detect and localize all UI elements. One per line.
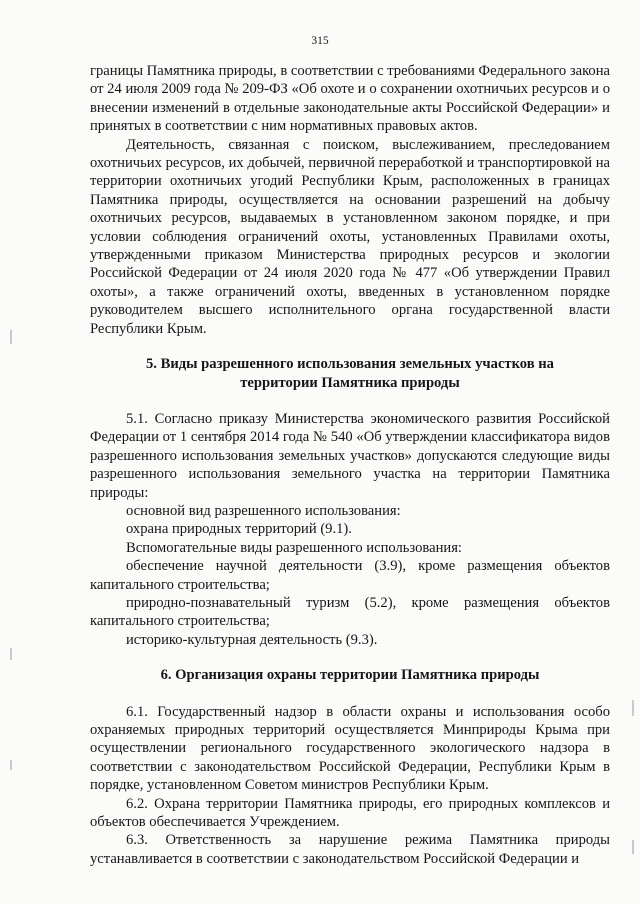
paragraph: 6.3. Ответственность за нарушение режима Памятника природы устанавливается в соответствии с законодательством Российской Федерации и <box>90 832 610 867</box>
paragraph: Деятельность, связанная с поиском, выслеживанием, преследованием охотничьих ресурсов, их добычей, первичной переработкой и транспортировкой на территории охотничьих угодий Республики Крым, расположенных в границах Памятника природы, осуществляется на основании разрешений на добычу охотничьих ресурсов, выдаваемых в установленном законом порядке, и при условии соблюдения ограничений охоты, установленных Правилами охоты, утвержденными приказом Министерства природных ресурсов и экологии Российской Федерации от 24 июля 2020 года № 477 «Об утверждении Правил охоты», а также ограничений охоты, введенных в установленном порядке руководителем высшего исполнительного органа государственной власти Республики Крым. <box>90 136 610 337</box>
section-heading-line: территории Памятника природы <box>240 374 460 391</box>
paragraph: 5.1. Согласно приказу Министерства экономического развития Российской Федерации от 1 сентября 2014 года № 540 «Об утверждении классификатора видов разрешенного использования земельных участков» допускаются следующие виды разрешенного использования земельного участка на территории Памятника природы: <box>90 410 610 501</box>
paragraph: Вспомогательные виды разрешенного использования: <box>126 539 462 556</box>
paragraph: 6.1. Государственный надзор в области охраны и использования особо охраняемых природных территорий осуществляется Минприроды Крыма при осуществлении регионального государственного экологического надзора в соответствии с законодательством Российской Федерации, Республики Крым в порядке, установленном Советом министров Республики Крым. <box>90 703 610 794</box>
scan-margin-mark <box>10 648 12 660</box>
scan-margin-mark <box>632 840 634 854</box>
scan-margin-mark <box>632 700 634 716</box>
scan-margin-mark <box>10 330 12 344</box>
paragraph: историко-культурная деятельность (9.3). <box>126 631 378 648</box>
page-number: 315 <box>311 35 329 47</box>
section-heading-line: 5. Виды разрешенного использования земельных участков на <box>146 356 554 373</box>
section-heading <box>90 355 610 392</box>
scan-margin-mark <box>10 760 12 770</box>
paragraph: природно-познавательный туризм (5.2), кроме размещения объектов капитального строительства; <box>90 594 610 630</box>
paragraph: 6.2. Охрана территории Памятника природы, его природных комплексов и объектов обеспечивается Учреждением. <box>90 795 610 831</box>
section-heading: 6. Организация охраны территории Памятника природы <box>160 667 540 684</box>
paragraph: основной вид разрешенного использования: <box>126 502 401 519</box>
document-body <box>90 62 610 868</box>
paragraph: охрана природных территорий (9.1). <box>126 521 352 538</box>
paragraph: границы Памятника природы, в соответствии с требованиями Федерального закона от 24 июля 2009 года № 209-ФЗ «Об охоте и о сохранении охотничьих ресурсов и о внесении изменений в отдельные законодательные акты Российской Федерации» и принятых в соответствии с ним нормативных правовых актов. <box>90 63 610 135</box>
paragraph: обеспечение научной деятельности (3.9), кроме размещения объектов капитального строительства; <box>90 558 610 593</box>
